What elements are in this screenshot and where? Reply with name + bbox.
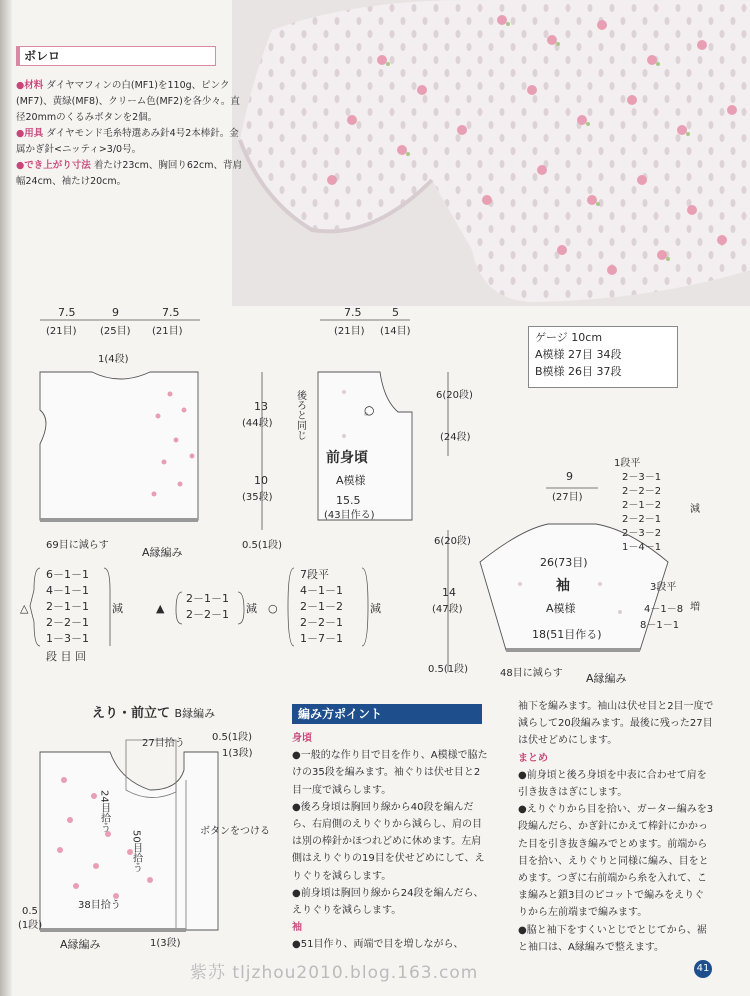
- vert-a-h1: 13: [254, 400, 268, 413]
- collar-title-text: えり・前立て: [92, 706, 171, 721]
- formula-circle-3: 2－2－1: [300, 616, 343, 629]
- tools-text: ダイヤモンド毛糸特選あみ針4号2本棒針。金属かぎ針<ニッティ>3/0号。: [16, 128, 239, 155]
- sleeve-pattern: A模様: [546, 602, 576, 615]
- sleeve-top-st: (27目): [552, 492, 583, 503]
- vert-c-h1: 6(20段): [434, 536, 471, 547]
- vert-a-h2: 10: [254, 474, 268, 487]
- collar-pattern: B縁編み: [174, 707, 216, 720]
- sleeve-cap-0: 1段平: [614, 458, 641, 469]
- front-pattern: A模様: [336, 474, 366, 487]
- formula-delta-0: 6－1－1: [46, 568, 89, 581]
- front-dim-2: 5: [392, 306, 399, 319]
- collar-rows4: 1(3段): [150, 938, 181, 949]
- vert-c-h3: 0.5(1段): [428, 664, 469, 675]
- sleeve-width-top: 26(73目): [540, 556, 588, 569]
- back-st-1: (21目): [46, 326, 77, 337]
- formula-circle-symbol: ○: [268, 602, 278, 615]
- tools-label: 用具: [24, 128, 44, 139]
- back-st-3: (21目): [152, 326, 183, 337]
- sleeve-cap-label: 減: [690, 504, 700, 515]
- sleeve-side-2: 8－1－1: [640, 620, 680, 631]
- formula-delta-1: 4－1－1: [46, 584, 89, 597]
- point-3: ●前身頃は胸回り線から24段を編んだら、えりぐりを減らします。: [292, 887, 484, 917]
- points-column-1: [292, 730, 488, 954]
- back-neck-rows: 1(4段): [98, 354, 129, 365]
- sleeve-cap-2: 2－2－2: [622, 486, 662, 497]
- material-text: ダイヤマフィンの白(MF1)を110g、ピンク(MF7)、黄緑(MF8)、クリーム色(MF2)を各少々。直径20mmのくるみボタンを2個。: [16, 80, 240, 123]
- vert-b-h2: (24段): [440, 432, 471, 443]
- collar-pick1: 27目拾う: [142, 738, 185, 749]
- gauge-row-a: A模様 27目 34段: [535, 348, 622, 361]
- sleeve-edge: A縁編み: [586, 672, 627, 685]
- front-width: 15.5: [336, 494, 361, 507]
- point-8: ●脇と袖下をすくいとじでとじてから、裾と袖口は、A縁編みで整えます。: [518, 924, 707, 953]
- formula-circle-1: 4－1－1: [300, 584, 343, 597]
- collar-edge: A縁編み: [60, 938, 101, 951]
- point-6: ●前身頃と後ろ身頃を中表に合わせて肩を引き抜きはぎにします。: [518, 769, 707, 799]
- point-4: ●51目作り、両端で目を増しながら、: [292, 939, 464, 951]
- material-label: 材料: [24, 80, 44, 91]
- vert-c-h2-rows: (47段): [432, 604, 463, 615]
- back-decrease: 69目に減らす: [46, 540, 109, 551]
- formula-delta-4: 1－3－1: [46, 632, 89, 645]
- sleeve-side-label: 増: [690, 602, 700, 613]
- size-text: 着たけ23cm、胸回り62cm、背肩幅24cm、袖たけ20cm。: [16, 160, 242, 187]
- front-st-2: (14目): [380, 326, 411, 337]
- vert-a-h3: 0.5(1段): [242, 540, 283, 551]
- bullet-icon: ●: [16, 160, 25, 171]
- formula-circle-label: 減: [370, 602, 381, 615]
- front-width-st: (43目作る): [324, 510, 375, 521]
- point-5: 袖下を編みます。袖山は伏せ目と2目一度で減らして20段編みます。最後に残った27目は伏せどめにします。: [518, 701, 714, 747]
- collar-pick4: 38目拾う: [78, 900, 121, 911]
- collar-rows3b: (1段): [18, 920, 43, 931]
- collar-title: [92, 702, 215, 721]
- pattern-title: ボレロ: [16, 46, 216, 66]
- sleeve-width-bottom: 18(51目作る): [532, 628, 602, 641]
- point-1: ●一般的な作り目で目を作り、A模様で脇たけの35段を編みます。袖ぐりは伏せ目と2目一度で減らします。: [292, 750, 488, 796]
- points-header: 編み方ポイント: [292, 704, 482, 724]
- collar-button: ボタンをつける: [200, 826, 270, 837]
- back-edge: A縁編み: [142, 546, 183, 559]
- collar-rows2: 1(3段): [222, 748, 253, 759]
- collar-pick2: 24目拾う: [98, 790, 110, 833]
- sleeve-cap-4: 2－2－1: [622, 514, 662, 525]
- vert-c-h2: 14: [442, 586, 456, 599]
- vert-b-h1: 6(20段): [436, 390, 473, 401]
- point-7: ●えりぐりから目を拾い、ガーター編みを3段編んだら、かぎ針にかえて棒針にかかった目を引き抜き編みでとめます。前端から目を拾い、えりぐりと同様に編み、目をとめます。つぎに右前端から糸を入れて、こま編みと鎖3目のピコットで編みをえりぐりから左前端まで編みます。: [518, 804, 714, 919]
- back-dim-2: 9: [112, 306, 119, 319]
- formula-circle-0: 7段平: [300, 568, 329, 581]
- body-subheading: 身頃: [292, 733, 312, 744]
- sleeve-subheading: 袖: [292, 922, 302, 934]
- formula-legend: 段 目 回: [46, 650, 86, 663]
- collar-rows1: 0.5(1段): [212, 732, 253, 743]
- sleeve-decrease: 48目に減らす: [500, 668, 563, 679]
- bullet-icon: ●: [16, 128, 25, 139]
- page-number: 41: [694, 960, 712, 978]
- back-dim-1: 7.5: [58, 306, 76, 319]
- points-column-2: [518, 698, 714, 956]
- formula-tri-label: 減: [246, 602, 257, 615]
- watermark: 紫苏 tljzhou2010.blog.163.com: [190, 963, 479, 983]
- formula-tri-symbol: ▲: [156, 602, 165, 615]
- front-dim-1: 7.5: [344, 306, 362, 319]
- formula-tri-1: 2－2－1: [186, 608, 229, 621]
- back-st-2: (25目): [100, 326, 131, 337]
- front-same-as-back: 後ろと同じ: [294, 390, 306, 440]
- collar-pick3: 50目拾う: [130, 830, 142, 873]
- sleeve-cap-6: 1－4－1: [622, 542, 662, 553]
- front-st-1: (21目): [334, 326, 365, 337]
- sleeve-cap-1: 2－3－1: [622, 472, 662, 483]
- front-name: 前身頃: [326, 450, 368, 466]
- sleeve-side-1: 4－1－8: [644, 604, 684, 615]
- size-label: でき上がり寸法: [24, 160, 91, 171]
- formula-circle-2: 2－1－2: [300, 600, 343, 613]
- formula-delta-label: 減: [112, 602, 123, 615]
- gauge-title: ゲージ 10cm: [535, 331, 603, 344]
- sleeve-cap-3: 2－1－2: [622, 500, 662, 511]
- formula-delta-symbol: △: [20, 602, 29, 615]
- formula-delta-2: 2－1－1: [46, 600, 89, 613]
- vert-a-h2-rows: (35段): [242, 492, 273, 503]
- sleeve-cap-5: 2－3－2: [622, 528, 662, 539]
- formula-tri-0: 2－1－1: [186, 592, 229, 605]
- front-circle-marker: ○: [364, 403, 375, 417]
- sleeve-name: 袖: [556, 578, 570, 594]
- sleeve-side-0: 3段平: [650, 582, 677, 593]
- bullet-icon: ●: [16, 80, 25, 91]
- formula-circle-4: 1－7－1: [300, 632, 343, 645]
- formula-delta-3: 2－2－1: [46, 616, 89, 629]
- gauge-row-b: B模様 26目 37段: [535, 365, 622, 378]
- sleeve-top: 9: [566, 470, 573, 483]
- point-2: ●後ろ身頃は胸回り線から40段を編んだら、右肩側のえりぐりから減らし、肩の目は別の棒針かほつれどめに休めます。左肩側はえりぐりの19目を伏せどめにして、えりぐりを減らします。: [292, 801, 485, 882]
- finish-subheading: まとめ: [518, 752, 548, 764]
- collar-rows3: 0.5: [22, 906, 38, 917]
- back-dim-3: 7.5: [162, 306, 180, 319]
- vert-a-h1-rows: (44段): [242, 418, 273, 429]
